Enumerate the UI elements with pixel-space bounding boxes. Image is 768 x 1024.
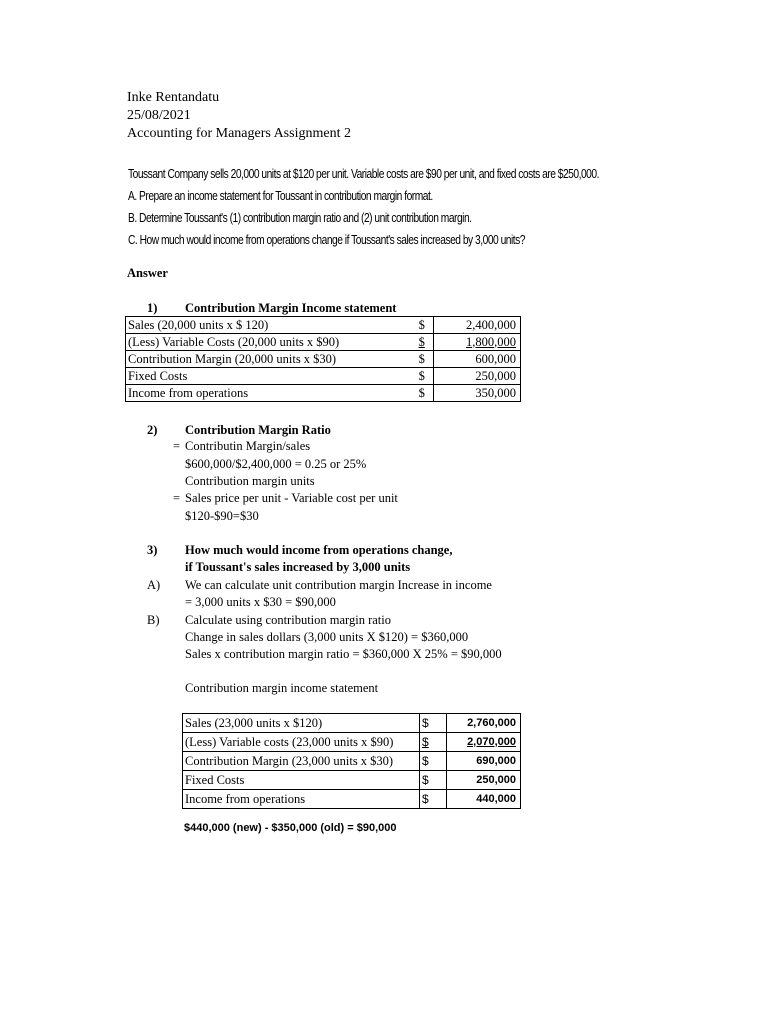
row-amount: 2,070,000 — [467, 735, 516, 748]
method-b-line3: Sales x contribution margin ratio = $360,000 X 25% = $90,000 — [185, 647, 502, 661]
new-income-statement-table — [182, 713, 521, 809]
row-amount: 440,000 — [476, 792, 516, 805]
row-label: Fixed Costs — [183, 771, 420, 790]
section3-title-line2: if Toussant's sales increased by 3,000 units — [185, 560, 411, 574]
question-intro: Toussant Company sells 20,000 units at $120 per unit. Variable costs are $90 per unit, and fixed costs are $250,000. — [128, 167, 599, 181]
question-c: C. How much would income from operations change if Toussant's sales increased by 3,000 units? — [128, 233, 526, 247]
table-row — [183, 733, 521, 752]
document-title: Accounting for Managers Assignment 2 — [127, 126, 351, 141]
currency-symbol: $ — [418, 385, 425, 400]
section2-title: Contribution Margin Ratio — [185, 423, 331, 437]
ratio-formula: Contributin Margin/sales — [185, 439, 311, 453]
row-label: Sales (20,000 units x $ 120) — [128, 317, 269, 332]
currency-symbol: $ — [418, 334, 425, 349]
section1-number: 1) — [147, 301, 158, 315]
section2-number: 2) — [147, 423, 158, 437]
ratio-calculation: $600,000/$2,400,000 = 0.25 or 25% — [185, 457, 367, 471]
answer-label: Answer — [127, 266, 168, 280]
method-b-label: B) — [147, 613, 160, 627]
table-row — [126, 368, 521, 385]
method-a-label: A) — [147, 578, 161, 592]
unit-margin-label: Contribution margin units — [185, 474, 315, 488]
currency-symbol: $ — [418, 317, 425, 332]
method-b-line1: Calculate using contribution margin ratio — [185, 613, 391, 627]
unit-margin-formula: Sales price per unit - Variable cost per unit — [185, 491, 398, 505]
document-date: 25/08/2021 — [127, 108, 191, 123]
section3-title-line1: How much would income from operations change, — [185, 543, 453, 557]
row-label: Income from operations — [183, 790, 420, 809]
row-amount: 1,800,000 — [433, 334, 520, 351]
row-label: Contribution Margin (20,000 units x $30) — [128, 351, 337, 366]
row-label: (Less) Variable Costs (20,000 units x $90) — [128, 334, 340, 349]
row-amount: 2,400,000 — [433, 317, 520, 334]
equals-sign: = — [173, 439, 181, 453]
row-label: Sales (23,000 units x $120) — [183, 714, 420, 733]
table-row — [183, 790, 521, 809]
method-a-line1: We can calculate unit contribution margin Increase in income — [185, 578, 492, 592]
income-statement-table — [125, 316, 521, 402]
row-label: (Less) Variable costs (23,000 units x $90) — [183, 733, 420, 752]
section3-number: 3) — [147, 543, 158, 557]
question-a: A. Prepare an income statement for Toussant in contribution margin format. — [128, 189, 433, 203]
table-row — [183, 771, 521, 790]
table-row — [126, 334, 521, 351]
row-label: Contribution Margin (23,000 units x $30) — [183, 752, 420, 771]
row-amount: 250,000 — [433, 368, 520, 385]
row-amount: 250,000 — [476, 773, 516, 786]
currency-symbol: $ — [420, 752, 447, 771]
table-row — [126, 351, 521, 368]
unit-margin-calculation: $120-$90=$30 — [185, 509, 259, 523]
row-amount: 600,000 — [433, 351, 520, 368]
income-change-result: $440,000 (new) - $350,000 (old) = $90,000 — [184, 822, 397, 834]
row-amount: 2,760,000 — [467, 716, 516, 729]
currency-symbol: $ — [420, 790, 447, 809]
table-row — [183, 752, 521, 771]
table-row — [183, 714, 521, 733]
currency-symbol: $ — [420, 714, 447, 733]
currency-symbol: $ — [420, 733, 447, 752]
author-name: Inke Rentandatu — [127, 90, 220, 105]
table-row — [126, 317, 521, 334]
row-amount: 690,000 — [476, 754, 516, 767]
currency-symbol: $ — [420, 771, 447, 790]
row-amount: 350,000 — [433, 385, 520, 402]
row-label: Income from operations — [128, 385, 249, 400]
method-b-line2: Change in sales dollars (3,000 units X $120) = $360,000 — [185, 630, 469, 644]
question-b: B. Determine Toussant's (1) contribution margin ratio and (2) unit contribution margin. — [128, 211, 472, 225]
statement-title: Contribution margin income statement — [185, 681, 379, 695]
row-label: Fixed Costs — [128, 368, 188, 383]
method-a-line2: = 3,000 units x $30 = $90,000 — [185, 595, 336, 609]
table-row — [126, 385, 521, 402]
currency-symbol: $ — [418, 368, 425, 383]
currency-symbol: $ — [418, 351, 425, 366]
equals-sign: = — [173, 491, 181, 505]
section1-title: Contribution Margin Income statement — [185, 301, 397, 315]
